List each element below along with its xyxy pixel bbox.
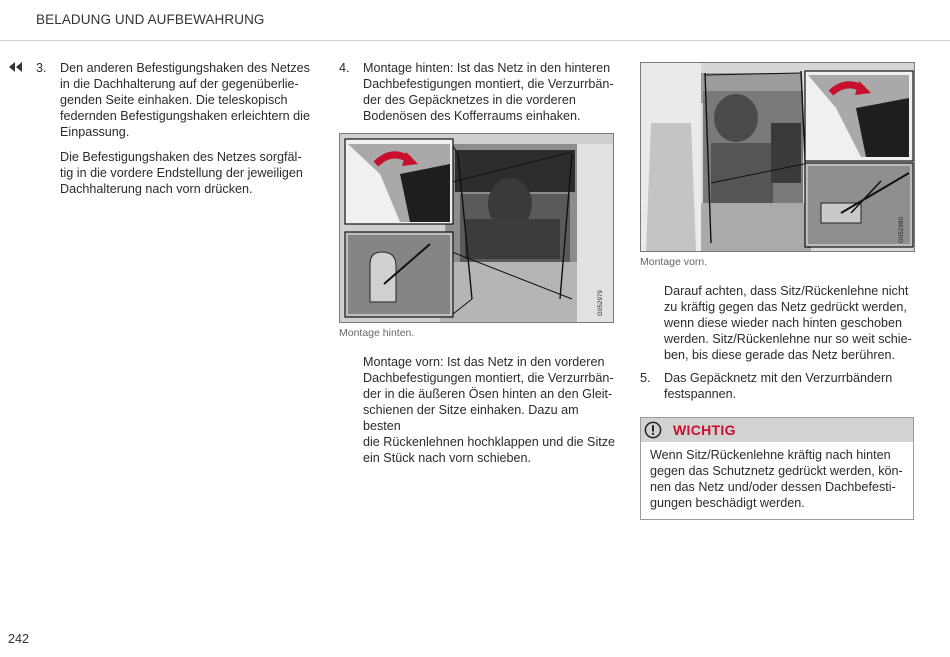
- step-3: [36, 60, 314, 140]
- step-5-line: Das Gepäcknetz mit den Verzurrbändern: [664, 371, 893, 385]
- seat-caution-line: wenn diese wieder nach hinten geschoben: [664, 316, 903, 330]
- step-3-line: genden Seite einhaken. Die teleskopisch: [60, 93, 288, 107]
- warning-line: gegen das Schutznetz gedrückt werden, kön-: [650, 464, 903, 478]
- column-1: [36, 60, 314, 197]
- figure-id-rear: G052979: [598, 289, 604, 316]
- step-5-number: 5.: [640, 371, 651, 385]
- page-number: 242: [8, 632, 30, 646]
- front-mounting-line: der in die äußeren Ösen hinten an den Gleit-: [363, 387, 613, 401]
- step-5-line: festspannen.: [664, 387, 737, 401]
- warning-header: [641, 418, 913, 442]
- warning-body: [641, 442, 913, 519]
- front-mounting-line: die Rückenlehnen hochklappen und die Sitze: [363, 435, 616, 449]
- step-4: [339, 60, 617, 124]
- step-4-line: Dachbefestigungen montiert, die Verzurrbän-: [363, 77, 614, 91]
- front-mounting-illustration: [641, 63, 914, 251]
- figure-caption-front: Montage vorn.: [640, 256, 708, 268]
- warning-line: nen das Netz und/oder dessen Dachbefesti-: [650, 480, 896, 494]
- step-3-number: 3.: [36, 61, 47, 75]
- header-divider: [0, 40, 950, 41]
- warning-line: gungen beschädigt werden.: [650, 496, 805, 510]
- front-mounting-line: Montage vorn: Ist das Netz in den vorderen: [363, 355, 605, 369]
- warning-box: [640, 417, 914, 520]
- figure-front-mounting: [640, 62, 915, 252]
- figure-id-front: G052980: [899, 216, 905, 243]
- column-3-lower: [640, 283, 918, 402]
- step-4-line: der des Gepäcknetzes in die vorderen: [363, 93, 576, 107]
- step-3-note-line: Die Befestigungshaken des Netzes sorgfäl-: [60, 150, 302, 164]
- exclamation-circle-icon: [644, 421, 662, 439]
- front-mounting-text: [339, 354, 617, 466]
- column-2-lower: [339, 354, 617, 466]
- front-mounting-line: schienen der Sitze einhaken. Dazu am besten: [363, 403, 579, 433]
- figure-caption-rear: Montage hinten.: [339, 327, 415, 339]
- rear-mounting-illustration: [340, 134, 613, 322]
- back-arrows-icon[interactable]: [8, 61, 24, 73]
- front-mounting-line: ein Stück nach vorn schieben.: [363, 451, 532, 465]
- seat-caution-text: [640, 283, 918, 363]
- seat-caution-line: werden. Sitz/Rückenlehne nur so weit schie-: [664, 332, 912, 346]
- front-mounting-line: Dachbefestigungen montiert, die Verzurrbän-: [363, 371, 614, 385]
- step-4-line: Bodenösen des Kofferraums einhaken.: [363, 109, 581, 123]
- step-3-line: Den anderen Befestigungshaken des Netzes: [60, 61, 310, 75]
- step-3-note-line: tig in die vordere Endstellung der jeweiligen: [60, 166, 303, 180]
- warning-title: WICHTIG: [673, 422, 736, 438]
- step-3-line: federnden Befestigungshaken erleichtern die: [60, 109, 310, 123]
- seat-caution-line: zu kräftig gegen das Netz gedrückt werden,: [664, 300, 907, 314]
- step-4-number: 4.: [339, 61, 350, 75]
- step-5: [640, 370, 918, 402]
- step-4-line: Montage hinten: Ist das Netz in den hinteren: [363, 61, 611, 75]
- seat-caution-line: Darauf achten, dass Sitz/Rückenlehne nicht: [664, 284, 909, 298]
- warning-line: Wenn Sitz/Rückenlehne kräftig nach hinten: [650, 448, 891, 462]
- figure-rear-mounting: [339, 133, 614, 323]
- step-3-line: Einpassung.: [60, 125, 130, 139]
- step-3-note: [36, 149, 314, 197]
- step-3-note-line: Dachhalterung nach vorn drücken.: [60, 182, 253, 196]
- step-3-line: in die Dachhalterung auf der gegenüberlie-: [60, 77, 299, 91]
- column-2: [339, 60, 617, 124]
- seat-caution-line: ben, bis diese gerade das Netz berühren.: [664, 348, 896, 362]
- page-header-title: BELADUNG UND AUFBEWAHRUNG: [36, 12, 265, 27]
